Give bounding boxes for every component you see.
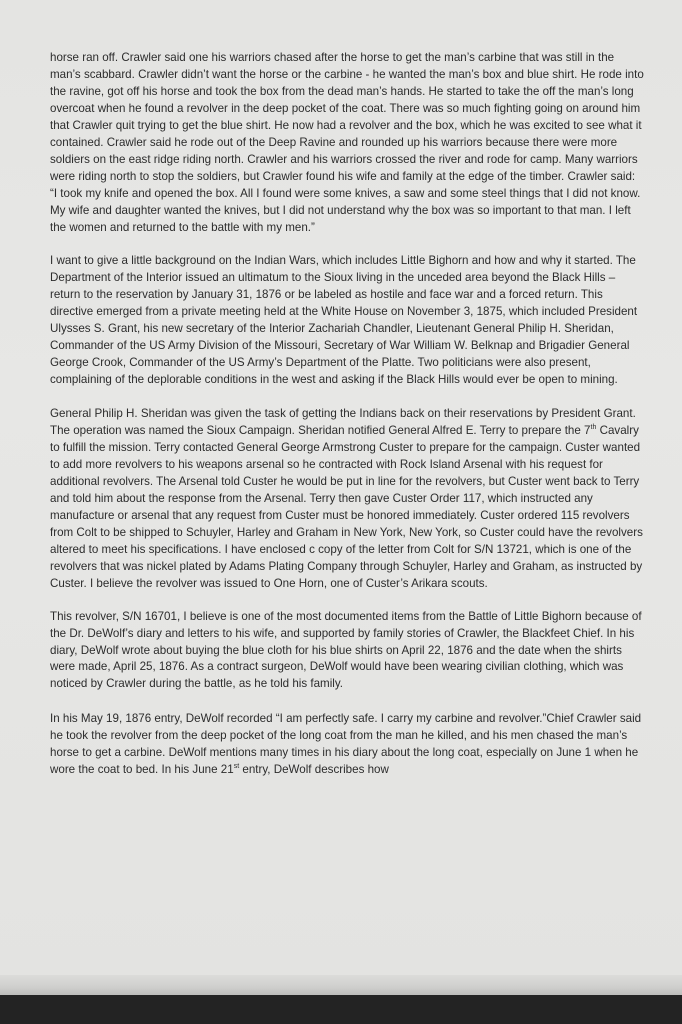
- paragraph-3: [50, 406, 644, 592]
- paragraph-4: This revolver, S/N 16701, I believe is one of the most documented items from the Battle of Little Bighorn because of the Dr. DeWolf’s diary and letters to his wife, and supported by family stories of Crawler, the Blackfeet Chief. In his diary, DeWolf wrote about buying the blue cloth for his blue shirts on April 22, 1876 and the date when the shirts were made, April 25, 1876. As a contract surgeon, DeWolf would have been wearing civilian clothing, which was noticed by Crawler during the battle, as he told his family.: [50, 609, 642, 691]
- dark-background: [0, 995, 682, 1024]
- paragraph-1: horse ran off. Crawler said one his warriors chased after the horse to get the man’s carbine that was still in the man’s scabbard. Crawler didn’t want the horse or the carbine - he wanted the man’s box and blue shirt. He rode into the ravine, got off his horse and took the box from the dead man’s hands. He started to take the off the man’s long overcoat when he found a revolver in the deep pocket of the coat. There was so much fighting going on around him that Crawler quit trying to get the blue shirt. He now had a revolver and the box, which he was excited to see what it contained. Crawler said he rode out of the Deep Ravine and rounded up his warriors because there were more soldiers on the east ridge riding north. Crawler and his warriors crossed the river and rode for camp. Many warriors were riding north to stop the soldiers, but Crawler found his wife and family at the edge of the timber. Crawler said: “I took my knife and opened the box. All I found were some knives, a saw and some steel things that I did not know. My wife and daughter wanted the knives, but I did not understand why the box was so important to that man. I left the women and returned to the battle with my men.”: [50, 51, 644, 234]
- paragraph-3-part-1: General Philip H. Sheridan was given the task of getting the Indians back on their reservations by President Grant. The operation was named the Sioux Campaign. Sheridan notified General Alfred E. Terry to prepare the 7: [50, 407, 636, 438]
- ordinal-suffix: th: [590, 424, 597, 432]
- paragraph-5: [50, 711, 644, 779]
- paragraph-5-part-2: entry, DeWolf describes how: [239, 763, 389, 777]
- paper-edge: [0, 975, 682, 995]
- document-body: [50, 50, 644, 796]
- paragraph-5-part-1: In his May 19, 1876 entry, DeWolf recorded “I am perfectly safe. I carry my carbine and revolver.”Chief Crawler said he took the revolver from the deep pocket of the long coat from the man he killed, and his men chased the man’s horse to get a carbine. DeWolf mentions many times in his diary about the long coat, especially on June 1 when he wore the coat to bed. In his June 21: [50, 712, 642, 777]
- paragraph-3-part-2: Cavalry to fulfill the mission. Terry contacted General George Armstrong Custer to prepare for the campaign. Custer wanted to add more revolvers to his weapons arsenal so he contracted with Rock Island Arsenal with his request for additional revolvers. The Arsenal told Custer he would be put in line for the revolvers, but Custer went back to Terry and told him about the response from the Arsenal. Terry then gave Custer Order 117, which instructed any manufacture or arsenal that any request from Custer must be honored immediately. Custer ordered 115 revolvers from Colt to be shipped to Schuyler, Harley and Graham in New York, New York, so Custer could have the revolvers altered to meet his specifications. I have enclosed c copy of the letter from Colt for S/N 13721, which is one of the revolvers that was nickel plated by Adams Plating Company through Schuyler, Harley and Graham, as instructed by Custer. I believe the revolver was issued to One Horn, one of Custer’s Arikara scouts.: [50, 424, 643, 590]
- ordinal-suffix: st: [233, 763, 240, 771]
- paragraph-2: I want to give a little background on the Indian Wars, which includes Little Bighorn and how and why it started. The Department of the Interior issued an ultimatum to the Sioux living in the unceded area beyond the Black Hills – return to the reservation by January 31, 1876 or be labeled as hostile and face war and a forced return. This directive emerged from a private meeting held at the White House on November 3, 1875, which included President Ulysses S. Grant, his new secretary of the Interior Zachariah Chandler, Lieutenant General Philip H. Sheridan, Commander of the US Army Division of the Missouri, Secretary of War William W. Belknap and Brigadier General George Crook, Commander of the US Army’s Department of the Platte. Two politicians were also present, complaining of the deplorable conditions in the west and asking if the Black Hills would ever be open to mining.: [50, 254, 638, 387]
